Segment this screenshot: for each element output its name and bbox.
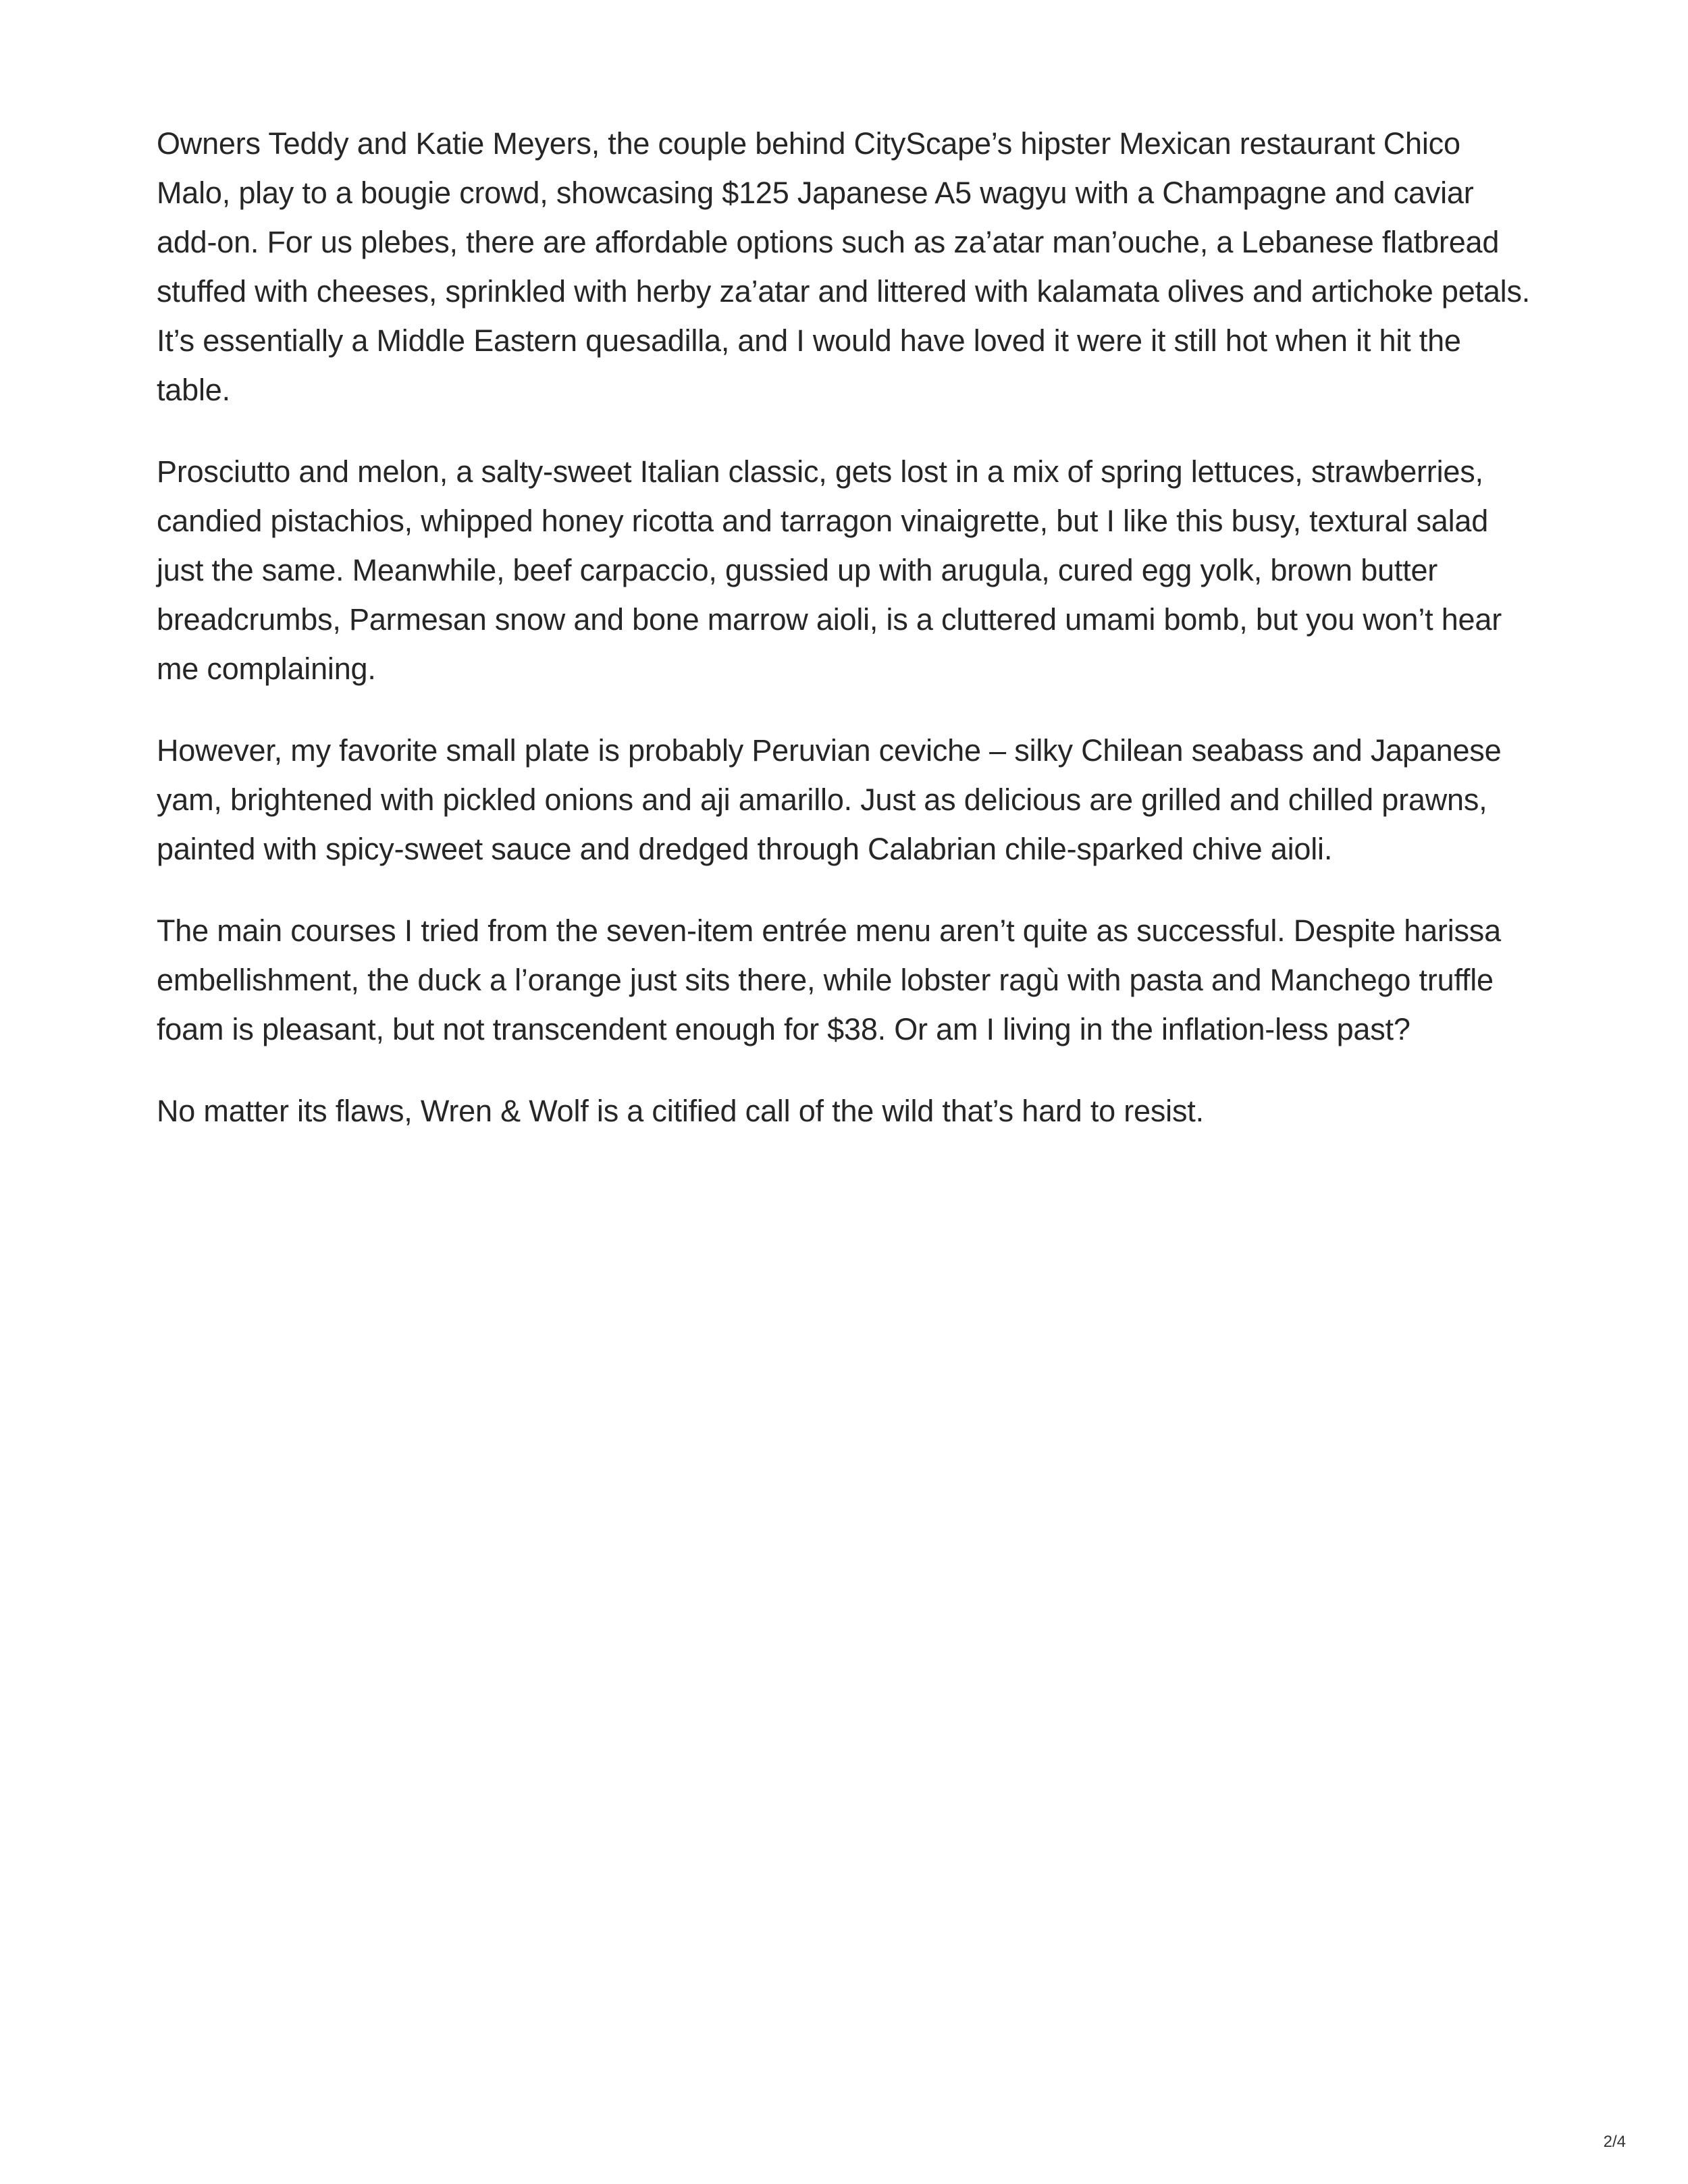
paragraph-conclusion: No matter its flaws, Wren & Wolf is a citified call of the wild that’s hard to resist. xyxy=(157,1094,1204,1128)
page-number: 2/4 xyxy=(1603,2133,1626,2151)
article-body xyxy=(157,119,1534,1168)
paragraph-ceviche-prawns: However, my favorite small plate is probably Peruvian ceviche – silky Chilean seabass and Japanese yam, brightened with pickled onions and aji amarillo. Just as delicious are grilled and chilled prawns, painted with spicy-sweet sauce and dredged through Calabrian chile-sparked chive aioli. xyxy=(157,733,1502,866)
paragraph-wagyu-manouche: Owners Teddy and Katie Meyers, the couple behind CityScape’s hipster Mexican restaurant Chico Malo, play to a bougie crowd, showcasing $125 Japanese A5 wagyu with a Champagne and caviar add-on. For us plebes, there are affordable options such as za’atar man’ouche, a Lebanese flatbread stuffed with cheeses, sprinkled with herby za’atar and littered with kalamata olives and artichoke petals. It’s essentially a Middle Eastern quesadilla, and I would have loved it were it still hot when it hit the table. xyxy=(157,126,1531,407)
paragraph-prosciutto-carpaccio: Prosciutto and melon, a salty-sweet Italian classic, gets lost in a mix of spring lettuces, strawberries, candied pistachios, whipped honey ricotta and tarragon vinaigrette, but I like this busy, textural salad just the same. Meanwhile, beef carpaccio, gussied up with arugula, cured egg yolk, brown butter breadcrumbs, Parmesan snow and bone marrow aioli, is a cluttered umami bomb, but you won’t hear me complaining. xyxy=(157,454,1502,686)
paragraph-main-courses: The main courses I tried from the seven-item entrée menu aren’t quite as successful. Despite harissa embellishment, the duck a l’orange just sits there, while lobster ragù with pasta and Manchego truffle foam is pleasant, but not transcendent enough for $38. Or am I living in the inflation-less past? xyxy=(157,913,1501,1046)
